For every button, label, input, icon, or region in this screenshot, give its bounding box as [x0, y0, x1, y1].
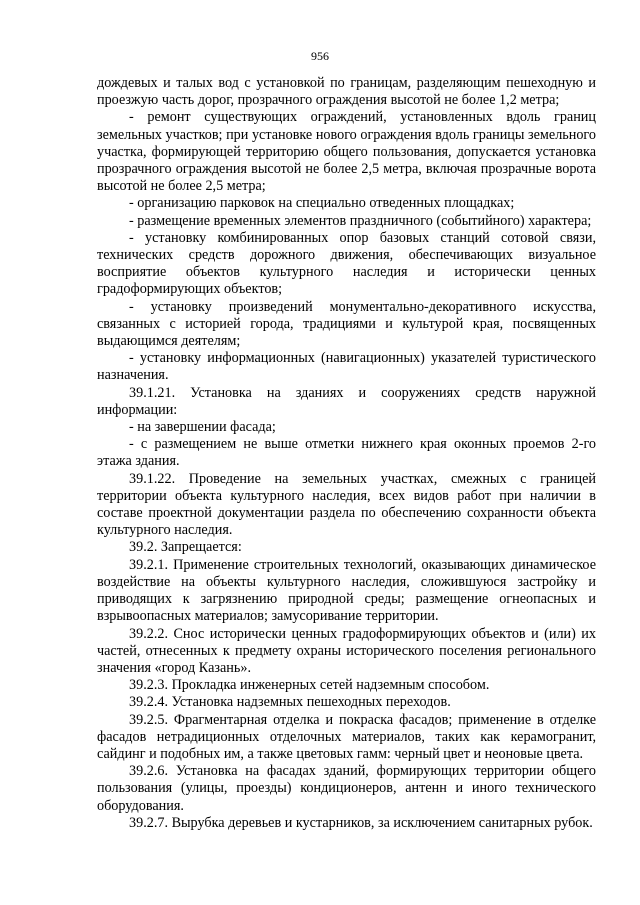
paragraph: - организацию парковок на специально отведенных площадках; [129, 195, 515, 212]
paragraph: 39.1.22. Проведение на земельных участках, смежных с границей территории объекта культурного наследия, всех видов работ при наличии в составе проектной документации раздела по обеспечению сохранности объекта культурного наследия. [97, 470, 596, 539]
paragraph: 39.2.4. Установка надземных пешеходных переходов. [129, 694, 451, 711]
paragraph: 39.2.1. Применение строительных технологий, оказывающих динамическое воздействие на объекты культурного наследия, сложившуюся застройку и приводящих к загрязнению природной среды; размещение огнеопасных и взрывоопасных материалов; замусоривание территории. [97, 556, 596, 625]
paragraph: 39.1.21. Установка на зданиях и сооружениях средств наружной информации: [97, 384, 596, 418]
paragraph: 39.2.6. Установка на фасадах зданий, формирующих территории общего пользования (улицы, проезды) кондиционеров, антенн и иного технического оборудования. [97, 763, 596, 814]
paragraph: - размещение временных элементов праздничного (событийного) характера; [129, 212, 592, 229]
page-number: 956 [311, 49, 329, 63]
paragraph: - установку комбинированных опор базовых станций сотовой связи, технических средств дорожного движения, обеспечивающих визуальное восприятие объектов культурного наследия и исторически ценных градоформирующих объектов; [97, 229, 596, 298]
paragraph: 39.2.7. Вырубка деревьев и кустарников, за исключением санитарных рубок. [129, 814, 593, 831]
paragraph: 39.2.5. Фрагментарная отделка и покраска фасадов; применение в отделке фасадов нетрадиционных отделочных материалов, таких как керамогранит, сайдинг и подобных им, а также цветовых гамм: черный цвет и неоновые цвета. [97, 711, 596, 762]
paragraph: 39.2. Запрещается: [129, 539, 242, 556]
paragraph: - установку произведений монументально-декоративного искусства, связанных с историей города, традициями и культурой края, посвященных выдающимся деятелям; [97, 298, 596, 350]
paragraph: - ремонт существующих ограждений, установленных вдоль границ земельных участков; при установке нового ограждения вдоль границы земельного участка, формирующей территорию общего пользования, допускается установка прозрачного ограждения высотой не более 2,5 метра, включая прозрачные ворота высотой не более 2,5 метра; [97, 109, 596, 195]
paragraph: - с размещением не выше отметки нижнего края оконных проемов 2-го этажа здания. [97, 436, 596, 470]
document-body [97, 75, 596, 832]
paragraph: - на завершении фасада; [129, 419, 276, 436]
paragraph: - установку информационных (навигационных) указателей туристического назначения. [97, 350, 596, 384]
paragraph: 39.2.3. Прокладка инженерных сетей надземным способом. [129, 677, 490, 694]
paragraph: 39.2.2. Снос исторически ценных градоформирующих объектов и (или) их частей, отнесенных к предмету охраны исторического поселения регионального значения «город Казань». [97, 625, 596, 676]
paragraph: дождевых и талых вод с установкой по границам, разделяющим пешеходную и проезжую часть дорог, прозрачного ограждения высотой не более 1,2 метра; [97, 75, 596, 109]
